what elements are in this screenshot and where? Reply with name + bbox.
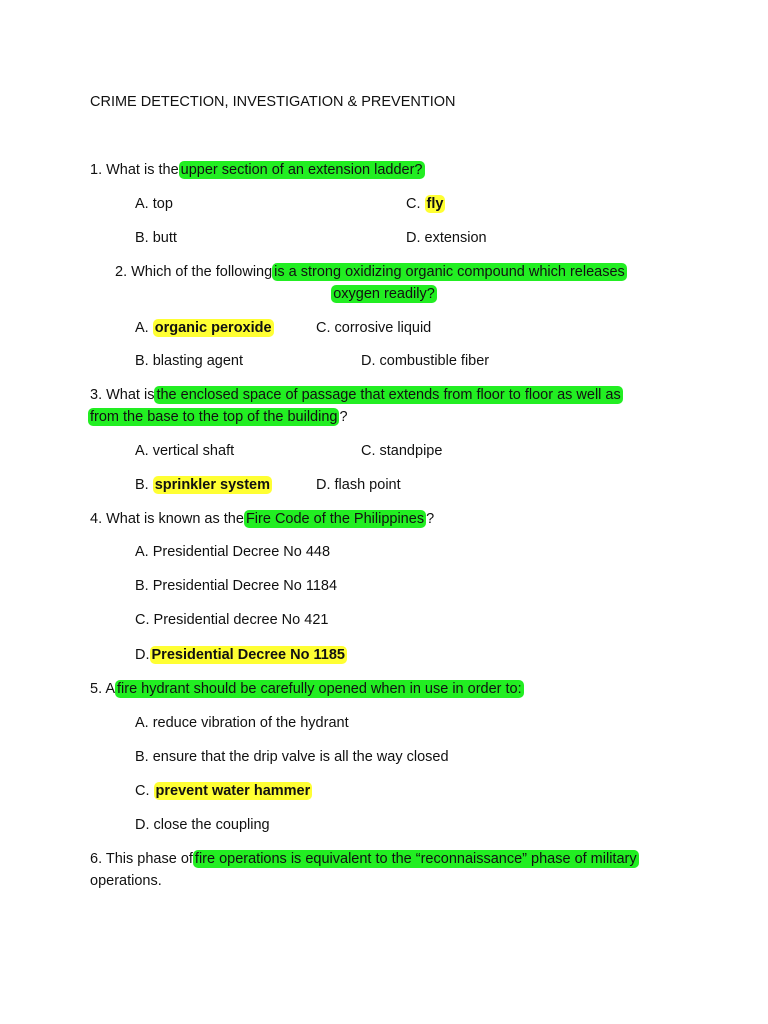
question-3-answer: sprinkler system [154, 477, 270, 493]
question-5-option-b: B. ensure that the drip valve is all the way closed [135, 749, 449, 765]
page-title: CRIME DETECTION, INVESTIGATION & PREVENTION [90, 94, 456, 110]
question-1-highlight: upper section of an extension ladder? [180, 162, 423, 178]
question-3-highlight: the enclosed space of passage that extends from floor to floor as well as [156, 387, 621, 403]
question-1 [90, 160, 425, 180]
question-3-suffix: ? [339, 409, 348, 425]
question-5-option-c [135, 781, 312, 801]
question-3-highlight-cont: from the base to the top of the building [90, 409, 338, 425]
question-1-answer: fly [426, 196, 444, 212]
question-4-option-a: A. Presidential Decree No 448 [135, 544, 331, 560]
question-6 [90, 849, 639, 869]
question-4-suffix: ? [426, 511, 435, 527]
option-label: A. [135, 320, 149, 336]
question-5-answer: prevent water hammer [155, 783, 311, 799]
question-6-highlight: fire operations is equivalent to the “reconnaissance” phase of military [194, 851, 637, 867]
question-5-prefix: 5. A [90, 681, 115, 697]
question-3-line-2 [88, 407, 348, 427]
question-1-option-c [406, 194, 445, 214]
question-3-option-c: C. standpipe [361, 443, 443, 459]
question-3 [90, 385, 623, 405]
question-4-option-b: B. Presidential Decree No 1184 [135, 578, 338, 594]
question-2-answer: organic peroxide [154, 320, 272, 336]
option-label: C. [406, 196, 421, 212]
question-4-highlight: Fire Code of the Philippines [245, 511, 425, 527]
question-2-option-d: D. combustible fiber [361, 353, 490, 369]
question-2-line-2 [0, 284, 768, 304]
question-2 [115, 262, 627, 282]
question-2-highlight: is a strong oxidizing organic compound which releases [274, 264, 625, 280]
question-4-option-d [135, 645, 347, 665]
question-3-option-b [135, 475, 272, 495]
question-4-option-c: C. Presidential decree No 421 [135, 612, 329, 628]
question-4-answer: Presidential Decree No 1185 [151, 647, 345, 663]
question-5-option-d: D. close the coupling [135, 817, 270, 833]
question-2-option-b: B. blasting agent [135, 353, 244, 369]
question-3-prefix: 3. What is [90, 387, 155, 403]
question-2-option-a [135, 318, 274, 338]
option-label: B. [135, 477, 149, 493]
question-4 [90, 509, 434, 529]
question-1-option-d: D. extension [406, 230, 487, 246]
question-1-option-a: A. top [135, 196, 173, 212]
question-5 [90, 679, 524, 699]
question-5-highlight: fire hydrant should be carefully opened when in use in order to: [117, 681, 522, 697]
question-2-option-c: C. corrosive liquid [316, 320, 432, 336]
question-6-line-2: operations. [90, 873, 162, 889]
question-4-prefix: 4. What is known as the [90, 511, 244, 527]
question-5-option-a: A. reduce vibration of the hydrant [135, 715, 349, 731]
question-1-prefix: 1. What is the [90, 162, 179, 178]
question-3-option-d: D. flash point [316, 477, 401, 493]
question-1-option-b: B. butt [135, 230, 177, 246]
question-2-prefix: 2. Which of the following [115, 264, 273, 280]
question-2-highlight-cont: oxygen readily? [333, 286, 435, 302]
question-3-option-a: A. vertical shaft [135, 443, 235, 459]
option-label: D. [135, 647, 150, 663]
option-label: C. [135, 783, 150, 799]
question-6-prefix: 6. This phase of [90, 851, 193, 867]
